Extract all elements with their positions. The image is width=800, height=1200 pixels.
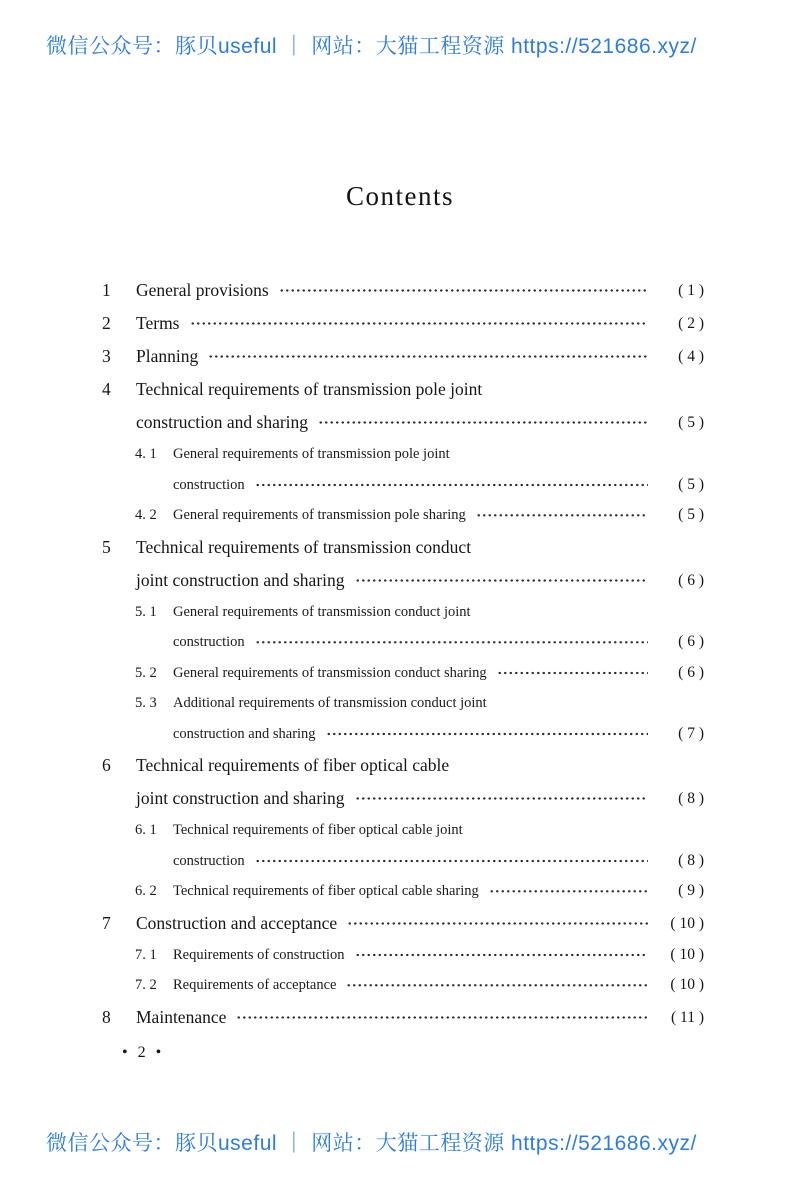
toc-entry-body	[136, 373, 704, 439]
toc-entry-last-line	[173, 846, 704, 877]
toc-entry-text: Technical requirements of transmission conduct	[136, 536, 472, 557]
toc-entry-page: ( 10 )	[670, 976, 704, 993]
toc-entry-page: ( 8 )	[678, 851, 704, 869]
toc-entry-body	[136, 340, 704, 373]
dot-leader	[355, 940, 648, 971]
toc-entry-text: Technical requirements of fiber optical cable sharing	[173, 883, 479, 899]
toc-entry-body	[173, 500, 704, 531]
toc-entry-page: ( 5 )	[678, 414, 704, 431]
toc-entry-page: ( 1 )	[678, 282, 704, 299]
dot-leader	[346, 970, 648, 1001]
toc-entry	[135, 439, 704, 500]
toc-entry-number: 5. 1	[135, 603, 157, 620]
toc-entry-text: construction and sharing	[173, 725, 316, 742]
toc-entry	[135, 940, 704, 971]
toc-entry	[102, 307, 704, 340]
toc-entry-page: ( 6 )	[678, 571, 704, 589]
toc-entry-number: 4. 2	[135, 507, 157, 523]
toc-entry-number: 7. 1	[135, 946, 157, 963]
toc-entry	[102, 1001, 704, 1034]
toc-entry	[102, 907, 704, 940]
toc-entry-number: 6. 2	[135, 883, 157, 899]
toc-entry-body	[173, 970, 704, 1001]
toc-entry-last-line	[173, 970, 704, 1001]
dot-leader	[255, 627, 648, 658]
toc-entry-last-line	[136, 307, 704, 340]
watermark-top: 微信公众号：豚贝useful ｜ 网站：大猫工程资源 https://521686.xyz/	[46, 35, 697, 58]
toc-entry-text: General requirements of transmission conduct joint	[173, 603, 471, 620]
toc-entry	[135, 815, 704, 876]
toc-entry-text: joint construction and sharing	[136, 569, 345, 590]
toc-entry-page: ( 2 )	[678, 315, 704, 332]
dot-leader	[318, 406, 648, 439]
toc-entry-page: ( 10 )	[670, 945, 704, 963]
toc-entry-body	[173, 688, 704, 749]
toc-entry-text: Construction and acceptance	[136, 912, 338, 933]
toc-entry	[102, 373, 704, 439]
dot-leader	[497, 658, 648, 689]
toc-entry-number: 4. 1	[135, 446, 157, 462]
toc-entry-last-line	[173, 500, 704, 531]
dot-leader	[255, 470, 648, 501]
toc-entry-body	[173, 439, 704, 500]
toc-entry-number: 7	[102, 912, 111, 933]
toc-entry-last-line	[136, 907, 704, 940]
toc-entry-body	[173, 658, 704, 689]
dot-leader	[255, 846, 648, 877]
watermark-bottom: 微信公众号：豚贝useful ｜ 网站：大猫工程资源 https://521686.xyz/	[46, 1132, 697, 1155]
toc-entry-page: ( 5 )	[678, 506, 704, 523]
toc-entry-text: General requirements of transmission conduct sharing	[173, 664, 487, 681]
toc-entry-page: ( 5 )	[678, 475, 704, 493]
toc-entry-number: 6. 1	[135, 822, 157, 838]
toc-entry-text: Technical requirements of fiber optical cable	[136, 755, 450, 775]
toc-entry-number: 8	[102, 1006, 111, 1027]
page-title: Contents	[345, 181, 454, 211]
toc-entry-number: 4	[102, 379, 111, 399]
dot-leader	[355, 782, 648, 815]
toc-entry-body	[136, 531, 704, 597]
toc-entry	[102, 340, 704, 373]
dot-leader	[190, 307, 649, 340]
toc-entry	[135, 970, 704, 1001]
toc-entry-number: 7. 2	[135, 977, 157, 993]
toc-entry-number: 3	[102, 346, 111, 366]
toc-entry-last-line	[173, 658, 704, 689]
toc-entry-body	[136, 1001, 704, 1034]
toc-entry-last-line	[173, 627, 704, 658]
toc-entry-text: joint construction and sharing	[136, 788, 345, 808]
page-number: • 2 •	[122, 1044, 165, 1061]
toc-entry-body	[173, 940, 704, 971]
toc-entry-page: ( 7 )	[678, 724, 704, 742]
toc-entry-body	[136, 749, 704, 815]
toc-entry-body	[173, 597, 704, 658]
toc-entry-page: ( 6 )	[678, 633, 704, 650]
dot-leader	[326, 719, 648, 750]
toc-entry-text: construction	[173, 852, 245, 869]
toc-entry-last-line	[136, 1001, 704, 1034]
toc-entry	[102, 749, 704, 815]
dot-leader	[476, 500, 648, 531]
toc-entry-number: 5	[102, 536, 111, 557]
toc-entry	[102, 274, 704, 307]
toc-entry-text: General provisions	[136, 280, 269, 300]
toc-entry	[135, 688, 704, 749]
toc-entry-text: General requirements of transmission pole sharing	[173, 507, 466, 523]
toc-entry-page: ( 6 )	[678, 663, 704, 681]
dot-leader	[279, 274, 648, 307]
toc-entry-page: ( 4 )	[678, 348, 704, 365]
toc-entry-body	[173, 815, 704, 876]
toc-entry-last-line	[136, 406, 704, 439]
toc-entry-last-line	[136, 274, 704, 307]
toc-entry-number: 1	[102, 280, 111, 300]
toc-entry-text: Additional requirements of transmission conduct joint	[173, 695, 487, 711]
toc-entry-number: 2	[102, 313, 111, 333]
toc-entry-text: General requirements of transmission pole joint	[173, 446, 450, 462]
toc-entry-text: construction	[173, 476, 245, 493]
toc-entry-page: ( 10 )	[670, 914, 704, 932]
toc-entry-number: 5. 2	[135, 664, 157, 681]
toc-entry	[135, 658, 704, 689]
toc-entry-body	[173, 876, 704, 907]
toc-entry	[102, 531, 704, 597]
toc-entry-last-line	[136, 564, 704, 597]
toc-entry-text: Requirements of acceptance	[173, 977, 337, 993]
toc-entry	[135, 500, 704, 531]
toc-entry-text: Technical requirements of fiber optical cable joint	[173, 822, 463, 838]
toc-entry-text: construction and sharing	[136, 412, 309, 432]
toc-entry-body	[136, 274, 704, 307]
toc-entry	[135, 876, 704, 907]
toc-entry-number: 6	[102, 755, 111, 775]
toc-entry	[135, 597, 704, 658]
toc-entry-last-line	[173, 940, 704, 971]
toc-entry-text: Maintenance	[136, 1006, 227, 1027]
toc-entry-text: construction	[173, 634, 245, 650]
toc-entry-last-line	[136, 340, 704, 373]
toc-entry-text: Requirements of construction	[173, 946, 345, 963]
dot-leader	[347, 907, 648, 940]
dot-leader	[236, 1001, 648, 1034]
toc-entry-page: ( 8 )	[678, 790, 704, 807]
toc-entry-last-line	[173, 719, 704, 750]
dot-leader	[208, 340, 648, 373]
dot-leader	[355, 564, 648, 597]
toc-entry-body	[136, 307, 704, 340]
toc-entry-page: ( 11 )	[671, 1008, 704, 1026]
dot-leader	[489, 876, 648, 907]
toc-entry-page: ( 9 )	[678, 882, 704, 899]
toc-entry-last-line	[173, 470, 704, 501]
toc-list	[102, 274, 704, 1034]
toc-entry-number: 5. 3	[135, 695, 157, 711]
toc-entry-text: Planning	[136, 346, 199, 366]
toc-entry-last-line	[173, 876, 704, 907]
toc-entry-body	[136, 907, 704, 940]
toc-entry-text: Terms	[136, 313, 180, 333]
toc-entry-text: Technical requirements of transmission pole joint	[136, 379, 483, 399]
toc-entry-last-line	[136, 782, 704, 815]
